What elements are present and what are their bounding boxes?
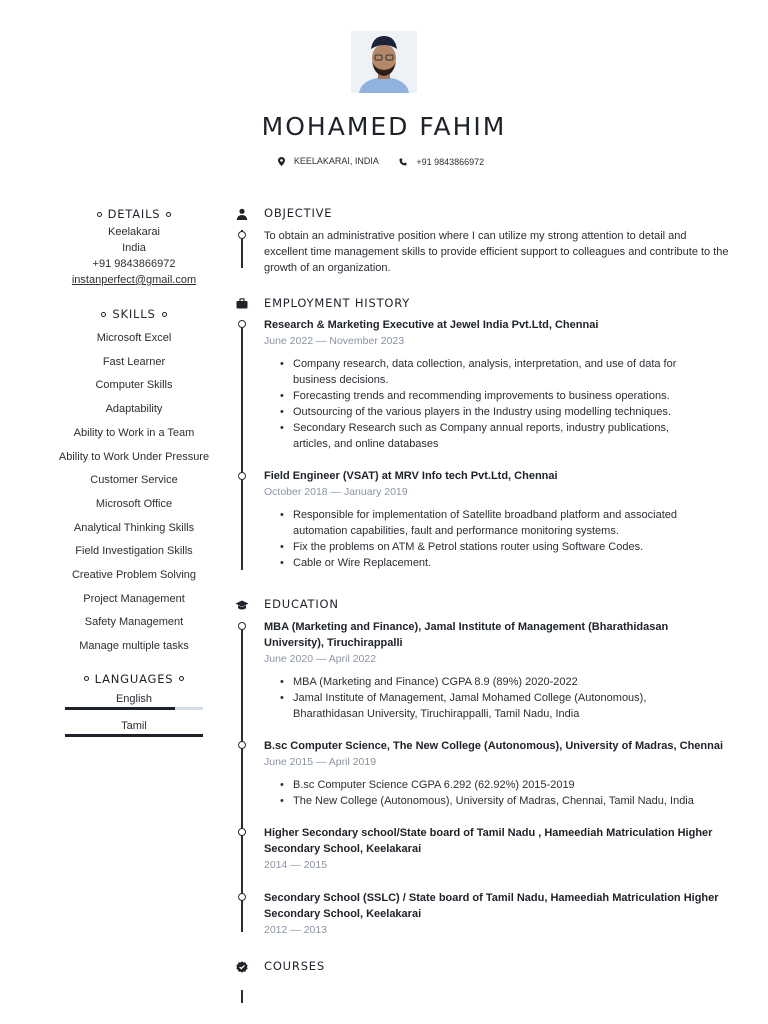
skill-item: Adaptability	[105, 403, 163, 416]
contact-line	[0, 156, 768, 168]
candidate-name: MOHAMED FAHIM	[261, 112, 507, 141]
skill-item: Project Management	[83, 592, 185, 605]
timeline-node	[238, 472, 246, 480]
language-level-fill	[65, 734, 203, 737]
education-bullet: • B.sc Computer Science CGPA 6.292 (62.92%) 2015-2019	[280, 777, 729, 793]
skill-item: Customer Service	[90, 474, 178, 487]
left-sidebar	[50, 204, 218, 745]
details-section	[50, 224, 218, 288]
job-bullet: • Responsible for implementation of Satellite broadband platform and associated automation capabilities, fault and performance monitoring systems.	[280, 507, 729, 539]
profile-photo	[351, 31, 417, 93]
location-text: KEELAKARAI, INDIA	[293, 156, 379, 166]
email-link[interactable]: instanperfect@gmail.com	[71, 274, 197, 286]
language-level-bar	[65, 734, 203, 737]
phone	[399, 157, 490, 167]
skill-item: Fast Learner	[102, 355, 166, 368]
language-name: English	[115, 692, 153, 705]
job-entry	[264, 468, 729, 571]
timeline-line	[241, 322, 243, 570]
circle-icon	[179, 676, 184, 681]
timeline-line	[241, 990, 243, 1003]
timeline-node	[238, 741, 246, 749]
objective-heading: OBJECTIVE	[264, 206, 333, 220]
timeline-node	[238, 828, 246, 836]
job-dates: June 2022 — November 2023	[264, 335, 405, 347]
education-bullet: • MBA (Marketing and Finance) CGPA 8.9 (89%) 2020-2022	[280, 674, 704, 690]
job-bullet: • Secondary Research such as Company annual reports, industry publications, articles, and online databases	[280, 420, 704, 452]
phone-icon	[399, 158, 407, 166]
circle-icon	[84, 676, 89, 681]
education-title: Higher Secondary school/State board of Tamil Nadu , Hameediah Matriculation Higher Secondary School, Keelakarai	[264, 827, 713, 855]
skill-item: Analytical Thinking Skills	[73, 521, 195, 534]
details-city: Keelakarai	[108, 226, 160, 238]
timeline-node	[238, 893, 246, 901]
education-entry	[264, 619, 704, 722]
timeline-node	[238, 320, 246, 328]
education-title: Secondary School (SSLC) / State board of Tamil Nadu, Hameediah Matriculation Higher Secondary School, Keelakarai	[264, 892, 719, 920]
skills-section	[50, 304, 218, 659]
language-level-bar	[65, 707, 203, 710]
job-dates: October 2018 — January 2019	[264, 486, 408, 498]
location	[278, 156, 385, 166]
education-bullet: • The New College (Autonomous), University of Madras, Chennai, Tamil Nadu, India	[280, 793, 729, 809]
education-title: MBA (Marketing and Finance), Jamal Institute of Management (Bharathidasan University), Tiruchirappalli	[264, 621, 669, 649]
job-bullet: • Outsourcing of the various players in the Industry using modelling techniques.	[280, 404, 704, 420]
circle-icon	[97, 212, 102, 217]
person-icon	[234, 206, 250, 222]
education-heading: EDUCATION	[264, 597, 339, 611]
skill-item: Field Investigation Skills	[75, 545, 193, 558]
skills-heading: SKILLS	[50, 304, 218, 324]
courses-heading: COURSES	[264, 959, 325, 973]
skill-item: Microsoft Office	[95, 497, 173, 510]
skill-item: Safety Management	[84, 616, 184, 629]
details-heading: DETAILS	[50, 204, 218, 224]
languages-heading: LANGUAGES	[50, 669, 218, 689]
job-entry	[264, 317, 729, 452]
education-dates: June 2020 — April 2022	[264, 653, 377, 665]
timeline-line	[241, 623, 243, 932]
timeline-node	[238, 231, 246, 239]
job-bullet: • Company research, data collection, analysis, interpretation, and use of data for business decisions.	[280, 356, 704, 388]
job-bullet: • Forecasting trends and recommending improvements to business operations.	[280, 388, 704, 404]
education-title: B.sc Computer Science, The New College (Autonomous), University of Madras, Chennai	[264, 740, 724, 752]
skill-item: Ability to Work Under Pressure	[58, 450, 210, 463]
education-entry	[264, 825, 729, 873]
briefcase-icon	[234, 295, 250, 311]
education-entry	[264, 890, 729, 938]
details-country: India	[122, 242, 146, 254]
location-pin-icon	[278, 157, 285, 166]
job-bullet: • Fix the problems on ATM & Petrol stations router using Software Codes.	[280, 539, 729, 555]
language-item	[65, 718, 203, 737]
badge-check-icon	[234, 959, 250, 975]
languages-section	[50, 669, 218, 737]
education-entry	[264, 738, 729, 809]
circle-icon	[166, 212, 171, 217]
job-title: Field Engineer (VSAT) at MRV Info tech Pvt.Ltd, Chennai	[264, 470, 558, 482]
skill-item: Computer Skills	[95, 379, 173, 392]
job-title: Research & Marketing Executive at Jewel India Pvt.Ltd, Chennai	[264, 319, 599, 331]
circle-icon	[162, 312, 167, 317]
education-dates: 2012 — 2013	[264, 924, 328, 936]
language-level-fill	[65, 707, 175, 710]
timeline-node	[238, 622, 246, 630]
language-item	[65, 691, 203, 710]
skill-item: Ability to Work in a Team	[73, 426, 195, 439]
skill-item: Microsoft Excel	[96, 332, 172, 344]
education-bullet: • Jamal Institute of Management, Jamal Mohamed College (Autonomous), Bharathidasan University, Tiruchirappalli, Tamil Nadu, India	[280, 690, 704, 722]
phone-text: +91 9843866972	[416, 156, 485, 167]
job-bullet: • Cable or Wire Replacement.	[280, 555, 729, 571]
language-name: Tamil	[121, 719, 147, 732]
circle-icon	[101, 312, 106, 317]
employment-heading: EMPLOYMENT HISTORY	[264, 296, 411, 310]
skill-item: Manage multiple tasks	[79, 640, 189, 653]
education-dates: June 2015 — April 2019	[264, 756, 377, 768]
details-phone: +91 9843866972	[92, 258, 176, 270]
objective-text: To obtain an administrative position where I can utilize my strong attention to detail and excellent time management skills to provide efficient support to colleagues and contribute to the growth of an organization.	[264, 230, 729, 274]
education-dates: 2014 — 2015	[264, 859, 328, 871]
skill-item: Creative Problem Solving	[71, 569, 197, 582]
graduation-cap-icon	[234, 597, 250, 613]
